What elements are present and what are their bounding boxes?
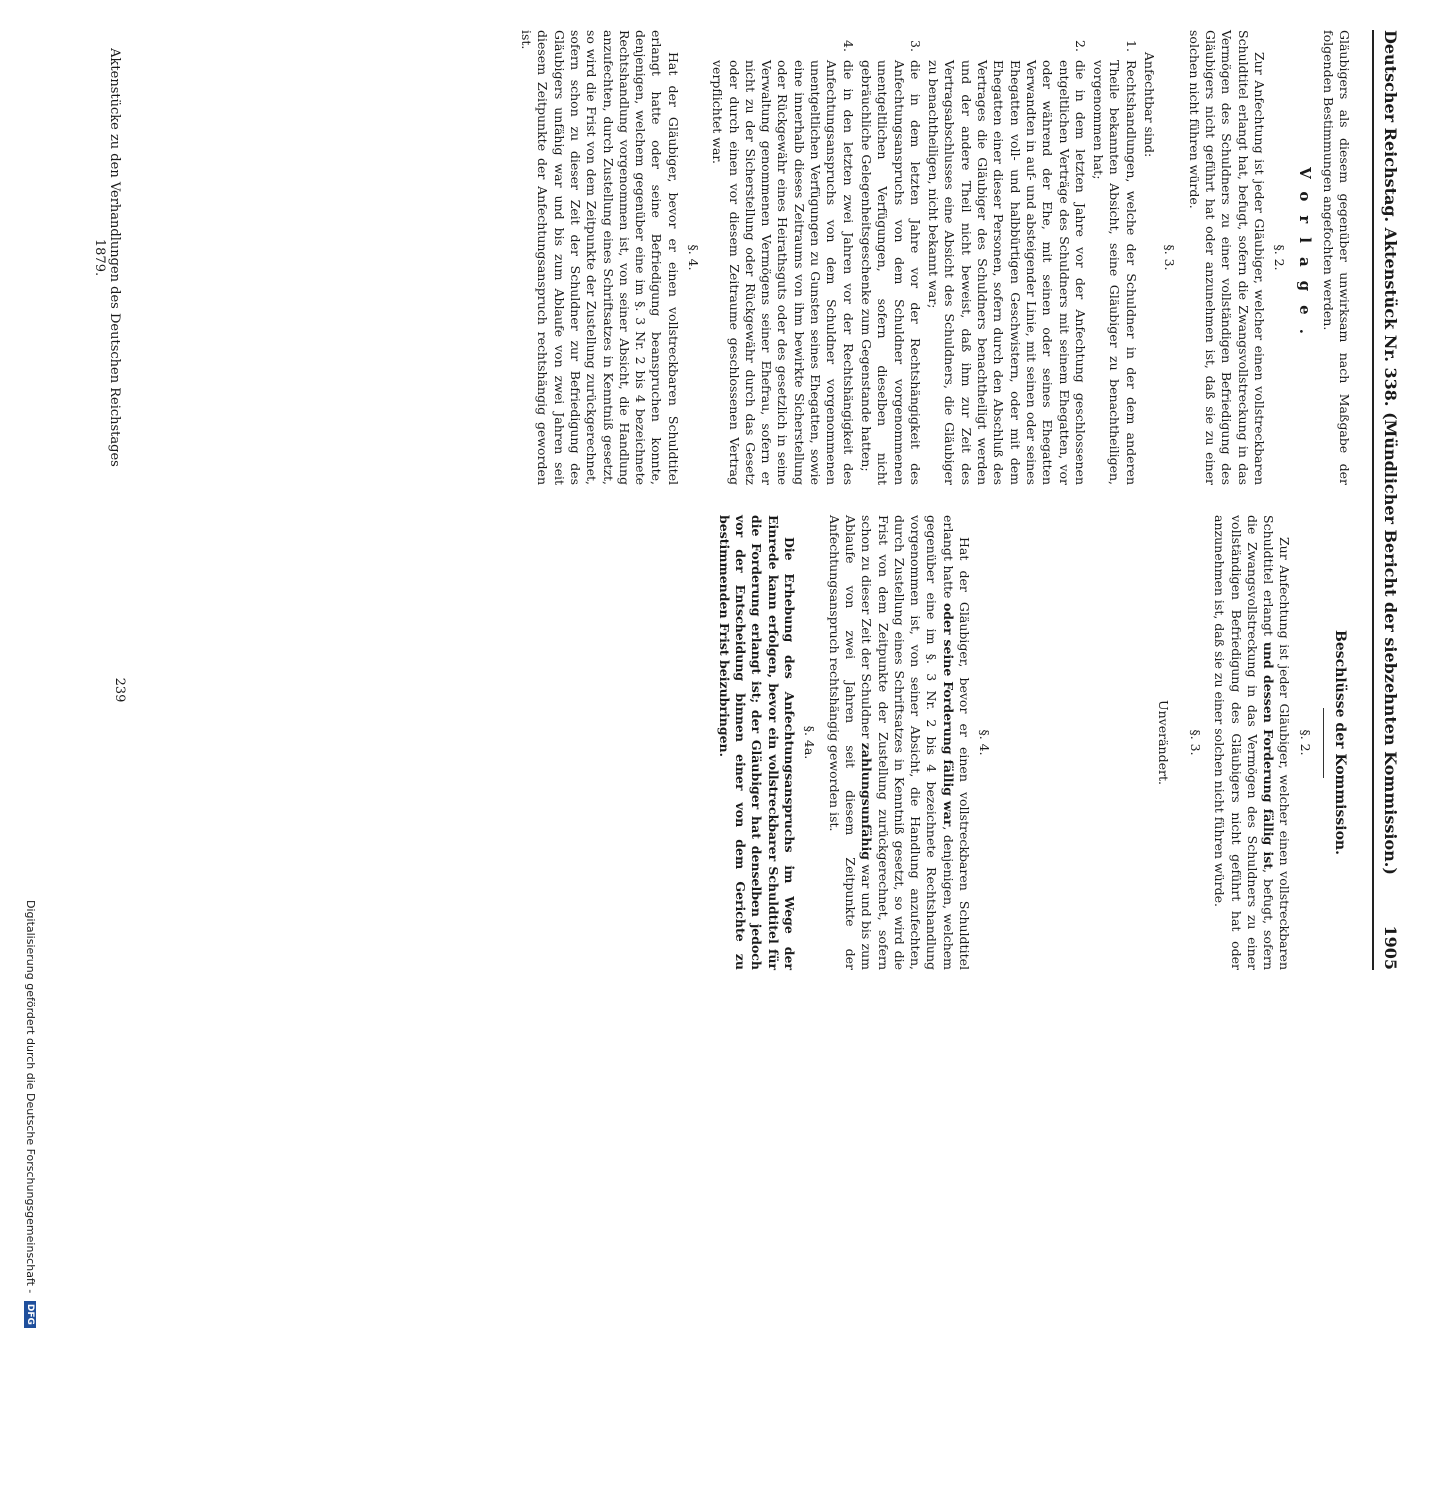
intro-text: Gläubigers als diesem gegenüber unwirksam nach Maßgabe der folgenden Bestimmungen angefochten werden.	[1320, 30, 1352, 485]
footer-page-number: 239	[112, 677, 127, 703]
section-title: §. 2.	[1272, 244, 1288, 271]
item-text: die in dem letzten Jahre vor der Anfechtung geschlossenen entgeltlichen Verträge des Schuldners mit seinem Ehegatten, vor oder während der Ehe, mit seinen oder seines Ehegatten Verwandten in auf- und absteigender Linie, mit seinen oder seines Ehegatten voll- und halbbürtigen Geschwistern, oder mit dem Ehegatten einer dieser Personen, sofern durch den Abschluß des Vertrages die Gläubiger des Schuldners benachtheiligt werden und der andere Theil nicht beweist, daß ihm zur Zeit des Vertragsabschlusses eine Absicht des Schuldners, die Gläubiger zu benachtheiligen, nicht bekannt war;	[926, 60, 1088, 485]
bold-amendment: oder seine Forderung fällig war	[940, 602, 956, 827]
unchanged-note: Unverändert.	[1155, 700, 1171, 785]
section-title: §. 4a.	[802, 725, 818, 760]
text-run: , denjenigen, welchem gegenüber eine im §. 3 Nr. 2 bis 4 bezeichnete Rechtshandlung vorgenommen ist, von seiner Absicht, die Handlung anzufechten, durch Zustellung eines Schriftsatzes in Kenntniß gesetzt, so wird die Frist von dem Zeitpunkte der Zustellung zurückgerechnet, sofern schon zu dieser Zeit der Schuldner	[859, 515, 956, 971]
section-text	[825, 515, 972, 970]
item-text: die in den letzten zwei Jahren vor der Rechtshängigkeit des Anfechtungsanspruchs von dem Schuldner vorgenommenen unentgeltlichen Verfügungen zu Gunsten seines Ehegatten, sowie eine innerhalb dieses Zeitraums von ihm bewirkte Sicherstellung oder Rückgewähr eines Heirathsguts oder des gesetzlich in seine Verwaltung genommenen Vermögens seiner Ehefrau, sofern er nicht zu der Sicherstellung oder Rückgewähr durch das Gesetz oder durch einen vor diesem Zeitraume geschlossenen Vertrag verpflichtet war.	[710, 60, 856, 485]
section-title: §. 3.	[1187, 729, 1203, 756]
section-title: §. 4.	[686, 244, 702, 271]
item-text: Rechtshandlungen, welche der Schuldner in der dem anderen Theile bekannten Absicht, seine Gläubiger zu benachtheiligen, vorgenommen hat;	[1091, 60, 1139, 485]
page-header	[1374, 30, 1404, 970]
header-page-number: 1905	[1381, 925, 1400, 970]
column-heading: Vorlage.	[1296, 167, 1315, 348]
item-text: die in dem letzten Jahre vor der Rechtshängigkeit des Anfechtungsanspruchs von dem Schuldner vorgenommenen unentgeltlichen Verfügungen, sofern dieselben nicht gebräuchliche Gelegenheitsgeschenke zum Gegenstande hatten;	[858, 60, 923, 485]
section-title: §. 3.	[1162, 244, 1178, 271]
digitization-text: Digitalisierung gefördert durch die Deutsche Forschungsgemeinschaft -	[24, 900, 37, 1294]
list-item	[858, 30, 923, 485]
item-number: 4.	[840, 40, 856, 52]
section-text: Zur Anfechtung ist jeder Gläubiger, welcher einen vollstreckbaren Schuldtitel erlangt hat, befugt, sofern die Zwangsvollstreckung in das Vermögen des Schuldners zu einer vollständigen Befriedigung des Gläubigers nicht geführt hat oder anzunehmen ist, daß sie zu einer solchen nicht führen würde.	[1186, 30, 1267, 485]
section-text	[1211, 515, 1292, 970]
text-run: Hat der Gläubiger, bevor er einen vollstreckbaren Schuldtitel erlangt hatte	[940, 515, 973, 970]
spacer	[1000, 515, 1150, 970]
list-item	[925, 30, 1088, 485]
text-run: , befugt, sofern die Zwangsvollstreckung in das Vermögen des Schuldners zu einer vollständigen Befriedigung des Gläubigers nicht geführt hat oder anzunehmen ist, daß sie zu einer solchen nicht führen würde.	[1212, 515, 1277, 970]
heading-rule	[1323, 708, 1324, 778]
text-run: war und bis zum Ablaufe von zwei Jahren seit diesem Zeitpunkte der Anfechtungsanspruch rechtshängig geworden ist.	[826, 515, 875, 970]
bold-amendment: und dessen Forderung fällig ist	[1261, 641, 1277, 870]
bold-amendment: zahlungsunfähig	[859, 742, 875, 860]
header-title: Deutscher Reichstag. Aktenstück Nr. 338. (Mündlicher Bericht der siebzehnten Kommission.)	[1381, 30, 1400, 875]
item-number: 3.	[907, 40, 923, 52]
header-rule	[1372, 30, 1374, 970]
section-text-new: Die Erhebung des Anfechtungsanspruchs im Wege der Einrede kann erfolgen, bevor ein vollstreckbarer Schuldtitel für die Forderung erlangt ist; der Gläubiger hat denselben jedoch vor der Entscheidung binnen einer von dem Gerichte zu bestimmenden Frist beizubringen.	[716, 515, 798, 970]
section-text: Hat der Gläubiger, bevor er einen vollstreckbaren Schuldtitel erlangt hatte oder seine Befriedigung beanspruchen konnte, denjenigen, welchem gegenüber eine im §. 3 Nr. 2 bis 4 bezeichnete Rechtshandlung vorgenommen ist, von seiner Absicht, die Handlung anzufechten, durch Zustellung eines Schriftsatzes in Kenntniß gesetzt, so wird die Frist von dem Zeitpunkte der Zustellung zurückgerechnet, sofern schon zu dieser Zeit der Schuldner zur Befriedigung des Gläubigers unfähig war und bis zum Ablaufe von zwei Jahren seit diesem Zeitpunkte der Anfechtungsanspruch rechtshängig geworden ist.	[519, 30, 681, 485]
list-item	[709, 30, 856, 485]
item-number: 1.	[1123, 40, 1139, 52]
digitization-notice	[24, 900, 37, 1500]
list-item	[1090, 30, 1139, 485]
footer-source: Aktenstücke zu den Verhandlungen des Deutschen Reichstages 1879.	[92, 48, 122, 467]
left-column-vorlage	[516, 30, 1352, 485]
right-column-beschluesse	[714, 515, 1352, 970]
column-heading: Beschlüsse der Kommission.	[1332, 630, 1348, 855]
item-number: 2.	[1072, 40, 1088, 52]
section-title: §. 4.	[977, 729, 993, 756]
section-intro: Anfechtbar sind:	[1142, 52, 1158, 158]
text-run: Zur Anfechtung ist jeder Gläubiger, welcher einen vollstreckbaren Schuldtitel erlangt	[1261, 515, 1293, 970]
dfg-logo: DFG	[24, 1301, 36, 1328]
section-title: §. 2.	[1297, 729, 1313, 756]
